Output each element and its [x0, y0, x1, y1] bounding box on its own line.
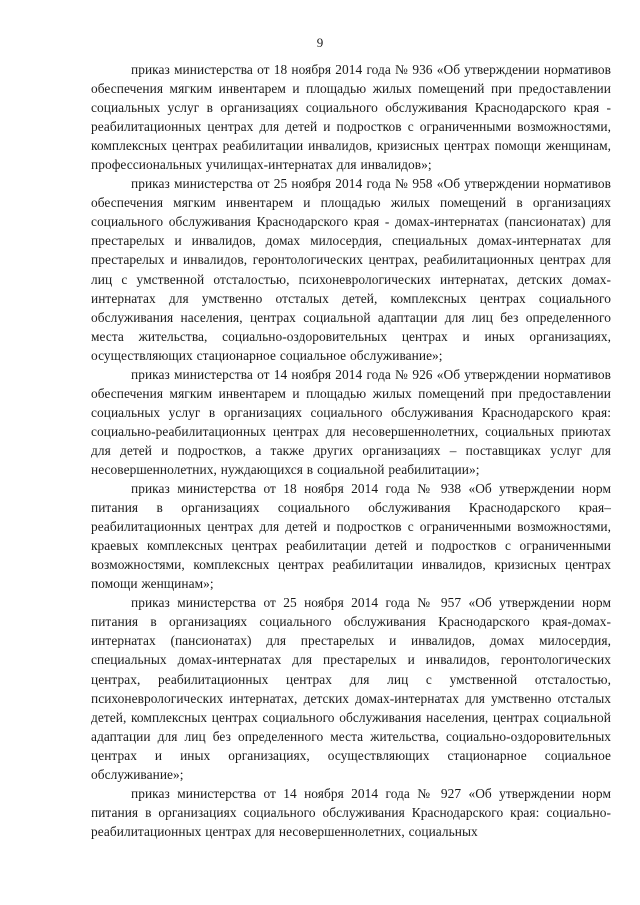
paragraph-order-957: приказ министерства от 25 ноября 2014 года № 957 «Об утверждении норм питания в организациях социального обслуживания Краснодарского края-домах-интернатах (пансионатах) для престарелых и инвалидов, домах милосердия, специальных домах-интернатах для престарелых и инвалидов, геронтологических центрах, реабилитационных центрах для лиц с умственной отсталостью, психоневрологических интернатах, детских домах-интернатах для умственно отсталых детей, комплексных центрах социального обслуживания населения, центрах социальной адаптации для лиц без определенного места жительства, социально-оздоровительных центрах и иных организациях, осуществляющих стационарное социальное обслуживание»;	[91, 595, 611, 782]
page-number: 9	[316, 35, 324, 50]
paragraph-order-927: приказ министерства от 14 ноября 2014 года № 927 «Об утверждении норм питания в организациях социального обслуживания Краснодарского края: социально-реабилитационных центрах для несовершеннолетних, социальных	[91, 785, 611, 839]
paragraph-order-938: приказ министерства от 18 ноября 2014 года № 938 «Об утверждении норм питания в организациях социального обслуживания Краснодарского края–реабилитационных центрах для детей и подростков с ограниченными возможностями, краевых комплексных центрах реабилитации детей и подростков с ограниченными возможностями, комплексных центрах реабилитации инвалидов, кризисных центрах помощи женщинам»;	[91, 481, 611, 592]
paragraph-order-958: приказ министерства от 25 ноября 2014 года № 958 «Об утверждении нормативов обеспечения мягким инвентарем и площадью жилых помещений в организациях социального обслуживания Краснодарского края - домах-интернатах (пансионатах) для престарелых и инвалидов, домах милосердия, специальных домах-интернатах для престарелых и инвалидов, геронтологических центрах, реабилитационных центрах для лиц с умственной отсталостью, психоневрологических интернатах, детских домах-интернатах для умственно отсталых детей, комплексных центрах социального обслуживания населения, центрах социальной адаптации для лиц без определенного места жительства, социально-оздоровительных центрах и иных организациях, осуществляющих стационарное социальное обслуживание»;	[91, 176, 611, 363]
paragraph-order-936: приказ министерства от 18 ноября 2014 года № 936 «Об утверждении нормативов обеспечения мягким инвентарем и площадью жилых помещений при предоставлении социальных услуг в организациях социального обслуживания Краснодарского края - реабилитационных центрах для детей и подростков с ограниченными возможностями, комплексных центрах реабилитации инвалидов, кризисных центрах помощи женщинам, профессиональных училищах-интернатах для инвалидов»;	[91, 62, 611, 173]
document-body	[91, 60, 611, 841]
paragraph-order-926: приказ министерства от 14 ноября 2014 года № 926 «Об утверждении нормативов обеспечения мягким инвентарем и площадью жилых помещений при предоставлении социальных услуг в организациях социального обслуживания Краснодарского края: социально-реабилитационных центрах для несовершеннолетних, социальных приютах для детей и подростков, а также других организациях – поставщиках услуг для несовершеннолетних, нуждающихся в социальной реабилитации»;	[91, 366, 611, 477]
